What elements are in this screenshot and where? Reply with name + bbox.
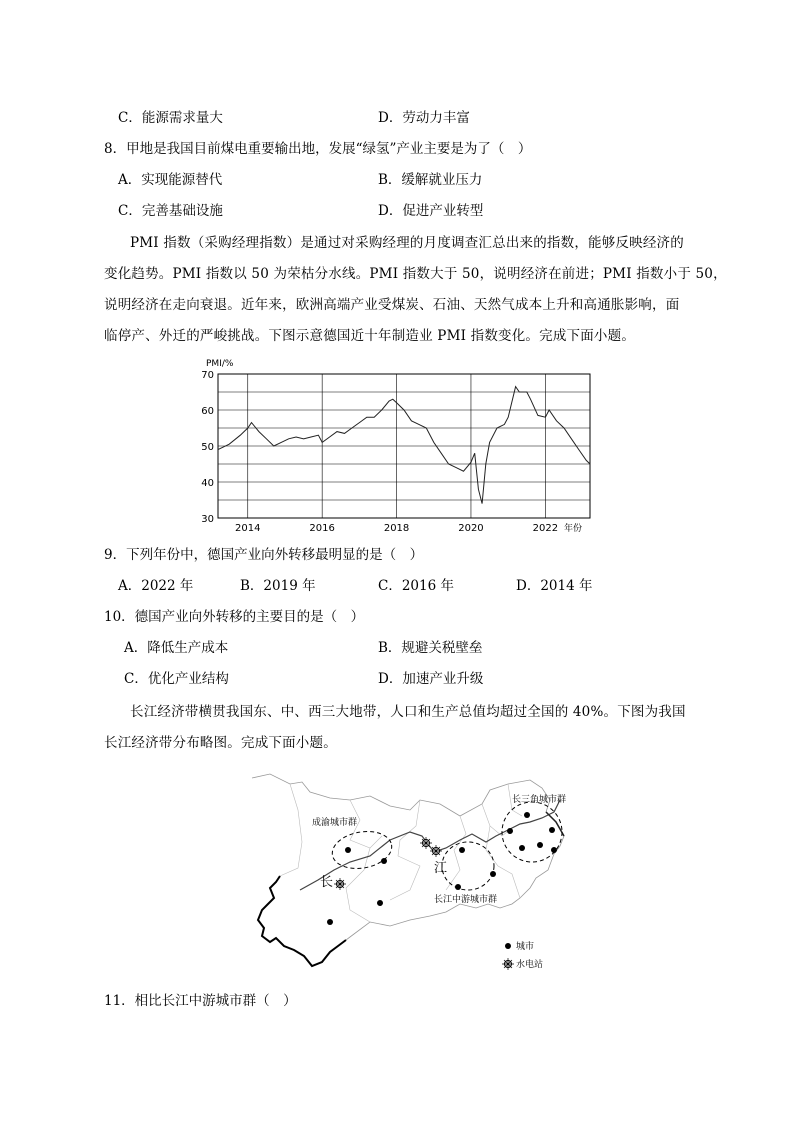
- q10-option-a: A．降低生产成本: [124, 640, 229, 656]
- q7-option-c: C．能源需求量大: [118, 110, 223, 126]
- q11-stem: 11．相比长江中游城市群（ ）: [104, 993, 297, 1009]
- q9-option-b: B．2019 年: [240, 578, 316, 594]
- pmi-line-chart: [200, 350, 600, 540]
- q7-option-d: D．劳动力丰富: [378, 110, 470, 126]
- q8-stem: 8．甲地是我国目前煤电重要输出地，发展“绿氢”产业主要是为了（ ）: [104, 141, 532, 157]
- y-tick-label: 40: [201, 478, 214, 489]
- legend-hydro-label: 水电站: [516, 960, 544, 970]
- x-tick-label: 2014: [235, 523, 261, 534]
- city-dot: [524, 812, 530, 818]
- q8-option-a: A．实现能源替代: [118, 172, 223, 188]
- coastline: [546, 812, 564, 836]
- yangtze-river: [300, 800, 560, 890]
- label-delta: 长三角城市群: [512, 795, 567, 805]
- city-dot: [459, 847, 465, 853]
- pmi-passage-line2: 变化趋势。PMI 指数以 50 为荣枯分水线。PMI 指数大于 50，说明经济在前进；PMI 指数小于 50，: [104, 266, 727, 282]
- x-axis-label: 年份: [564, 524, 583, 534]
- river-label-chang: 长: [320, 875, 334, 890]
- q9-stem: 9．下列年份中，德国产业向外转移最明显的是（ ）: [104, 547, 424, 563]
- q8-option-d: D．促进产业转型: [378, 203, 484, 219]
- city-dot: [537, 842, 543, 848]
- city-dot: [377, 900, 383, 906]
- chengyu-cluster-outline: [329, 827, 394, 873]
- pmi-passage-line4: 临停产、外迁的严峻挑战。下图示意德国近十年制造业 PMI 指数变化。完成下面小题。: [104, 328, 636, 344]
- city-dot: [455, 884, 461, 890]
- x-tick-label: 2018: [383, 523, 410, 534]
- city-dot: [549, 827, 555, 833]
- q9-option-c: C．2016 年: [378, 578, 454, 594]
- label-middle: 长江中游城市群: [434, 895, 498, 905]
- pmi-passage-line1: PMI 指数（采购经理指数）是通过对采购经理的月度调查汇总出来的指数，能够反映经济的: [130, 235, 684, 251]
- city-dot: [345, 847, 351, 853]
- q10-option-d: D．加速产业升级: [378, 671, 484, 687]
- pmi-passage-line3: 说明经济在走向衰退。近年来，欧洲高端产业受煤炭、石油、天然气成本上升和高通胀影响，面: [104, 297, 680, 313]
- q9-option-d: D．2014 年: [516, 578, 593, 594]
- city-dot: [507, 828, 513, 834]
- y-tick-label: 60: [201, 406, 214, 417]
- city-dot: [381, 858, 387, 864]
- yangtze-economic-belt-map: [250, 770, 580, 980]
- y-tick-label: 50: [201, 442, 214, 453]
- q10-option-b: B．规避关税壁垒: [378, 640, 483, 656]
- y-tick-label: 30: [201, 514, 214, 525]
- y-tick-label: 70: [201, 370, 214, 381]
- yangtze-passage-line2: 长江经济带分布略图。完成下面小题。: [104, 735, 337, 751]
- hydro-station-icon: [430, 845, 442, 857]
- legend-hydro-icon: [502, 958, 514, 970]
- yangtze-passage-line1: 长江经济带横贯我国东、中、西三大地带，人口和生产总值均超过全国的 40%。下图为我国: [130, 704, 686, 720]
- label-chengyu: 成渝城市群: [312, 818, 358, 828]
- hydro-station-icon: [334, 878, 346, 890]
- river-label-jiang: 江: [434, 861, 448, 876]
- city-dot: [551, 847, 557, 853]
- x-tick-label: 2016: [309, 523, 335, 534]
- q10-stem: 10．德国产业向外转移的主要目的是（ ）: [104, 609, 365, 625]
- x-tick-label: 2020: [458, 523, 484, 534]
- x-tick-label: 2022: [532, 523, 559, 534]
- pmi-series-line: [218, 387, 590, 504]
- y-axis-label: PMI/%: [206, 359, 234, 369]
- q8-option-c: C．完善基础设施: [118, 203, 223, 219]
- legend-city-dot: [505, 943, 511, 949]
- city-dot: [519, 845, 525, 851]
- q10-option-c: C．优化产业结构: [124, 671, 229, 687]
- city-dot: [327, 919, 333, 925]
- legend-city-label: 城市: [516, 942, 535, 952]
- q9-option-a: A．2022 年: [118, 578, 194, 594]
- city-dot: [490, 871, 496, 877]
- chart-labels: [201, 359, 582, 534]
- q8-option-b: B．缓解就业压力: [378, 172, 483, 188]
